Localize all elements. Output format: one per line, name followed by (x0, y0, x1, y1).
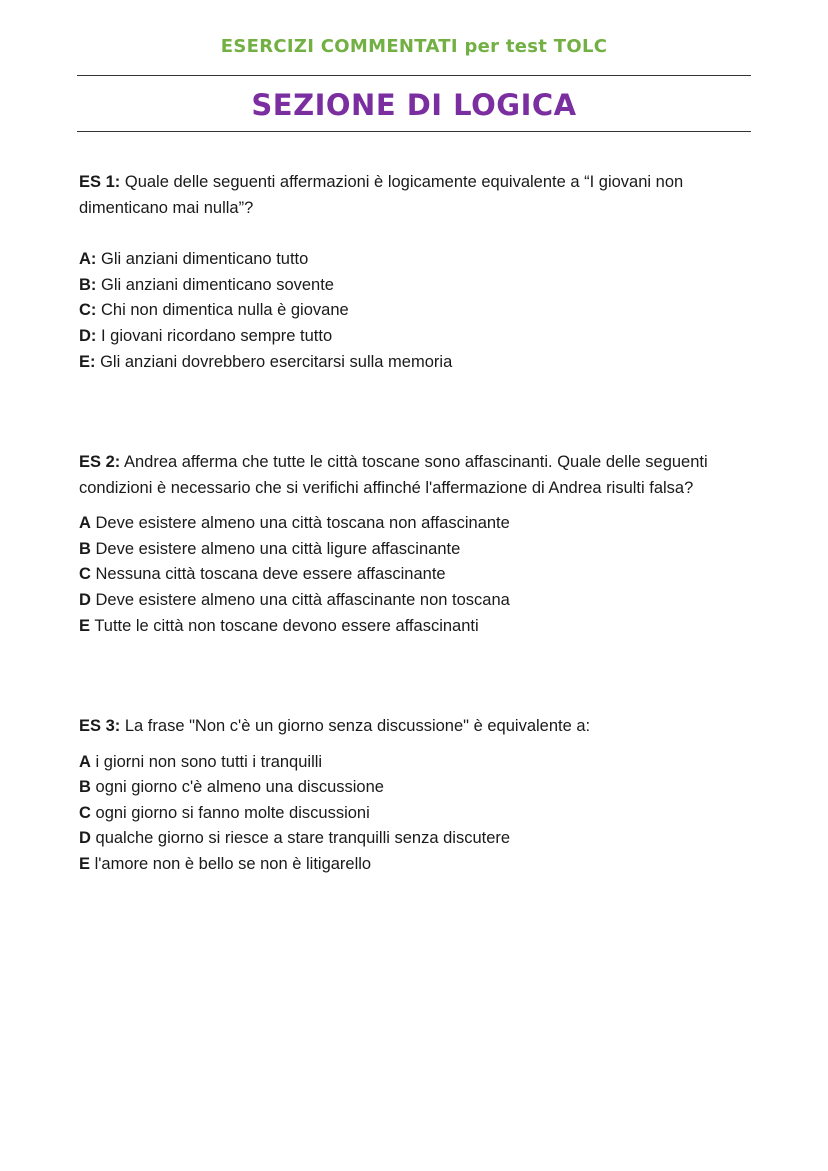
header-divider-bottom (77, 131, 751, 132)
document-header-title: ESERCIZI COMMENTATI per test TOLC (220, 36, 608, 57)
option-text: ogni giorno c'è almeno una discussione (95, 778, 384, 797)
option-text: qualche giorno si riesce a stare tranquilli senza discutere (95, 829, 511, 848)
option-letter: A (79, 514, 91, 533)
exercise-3-question (79, 714, 739, 740)
exercise-2-question-text: Andrea afferma che tutte le città toscane sono affascinanti. Quale delle seguenti condizioni è necessario che si verifichi affinché l'affermazione di Andrea risulti falsa? (79, 453, 708, 497)
option-letter: C (79, 565, 91, 584)
option-text: Gli anziani dovrebbero esercitarsi sulla memoria (100, 352, 453, 371)
exercise-2-question (79, 450, 739, 501)
exercise-1-question-text: Quale delle seguenti affermazioni è logicamente equivalente a “I giovani non dimenticano mai nulla”? (79, 173, 684, 217)
option-text: i giorni non sono tutti i tranquilli (95, 752, 323, 771)
option-letter: D (79, 829, 91, 848)
option-text: I giovani ricordano sempre tutto (101, 326, 333, 345)
exercise-1-option-a (79, 247, 739, 273)
option-text: Deve esistere almeno una città ligure affascinante (95, 539, 461, 558)
option-text: ogni giorno si fanno molte discussioni (95, 803, 370, 822)
exercise-3-label: ES 3: (79, 717, 121, 735)
option-letter: C (79, 803, 91, 822)
exercise-1-options (79, 247, 739, 375)
exercise-2-option-e (79, 614, 739, 640)
option-letter: E (79, 616, 91, 635)
exercise-3-option-e (79, 852, 739, 878)
exercise-3-option-b (79, 775, 739, 801)
option-text: l'amore non è bello se non è litigarello (94, 854, 372, 873)
option-text: Tutte le città non toscane devono essere affascinanti (94, 616, 479, 635)
option-letter: A: (79, 250, 97, 269)
exercise-3-option-c (79, 801, 739, 827)
option-letter: C: (79, 301, 97, 320)
option-text: Chi non dimentica nulla è giovane (101, 301, 349, 320)
exercise-1-label: ES 1: (79, 173, 121, 191)
exercise-3-option-d (79, 826, 739, 852)
option-letter: B: (79, 275, 97, 294)
option-text: Deve esistere almeno una città affascinante non toscana (95, 590, 510, 609)
option-letter: E (79, 854, 91, 873)
option-letter: D (79, 590, 91, 609)
option-letter: B (79, 778, 91, 797)
header-divider-top (77, 75, 751, 76)
exercise-2-option-a (79, 511, 739, 537)
option-text: Gli anziani dimenticano sovente (101, 275, 334, 294)
exercise-2-option-b (79, 537, 739, 563)
exercise-2 (79, 450, 739, 639)
exercise-2-options (79, 511, 739, 639)
option-letter: B (79, 539, 91, 558)
exercise-2-option-c (79, 562, 739, 588)
section-title: SEZIONE DI LOGICA (251, 88, 577, 122)
option-letter: E: (79, 352, 96, 371)
option-letter: D: (79, 326, 97, 345)
option-text: Gli anziani dimenticano tutto (101, 250, 309, 269)
exercise-1 (79, 170, 739, 375)
exercise-1-option-c (79, 298, 739, 324)
exercise-3-option-a (79, 750, 739, 776)
exercise-3 (79, 714, 739, 878)
exercise-1-option-b (79, 273, 739, 299)
exercise-3-options (79, 750, 739, 878)
exercise-1-question (79, 170, 739, 221)
option-letter: A (79, 752, 91, 771)
exercise-1-option-e (79, 350, 739, 376)
option-text: Nessuna città toscana deve essere affascinante (95, 565, 446, 584)
exercise-3-question-text: La frase "Non c'è un giorno senza discussione" è equivalente a: (124, 717, 591, 735)
exercise-2-label: ES 2: (79, 453, 121, 471)
option-text: Deve esistere almeno una città toscana non affascinante (95, 514, 510, 533)
exercise-1-option-d (79, 324, 739, 350)
exercise-2-option-d (79, 588, 739, 614)
